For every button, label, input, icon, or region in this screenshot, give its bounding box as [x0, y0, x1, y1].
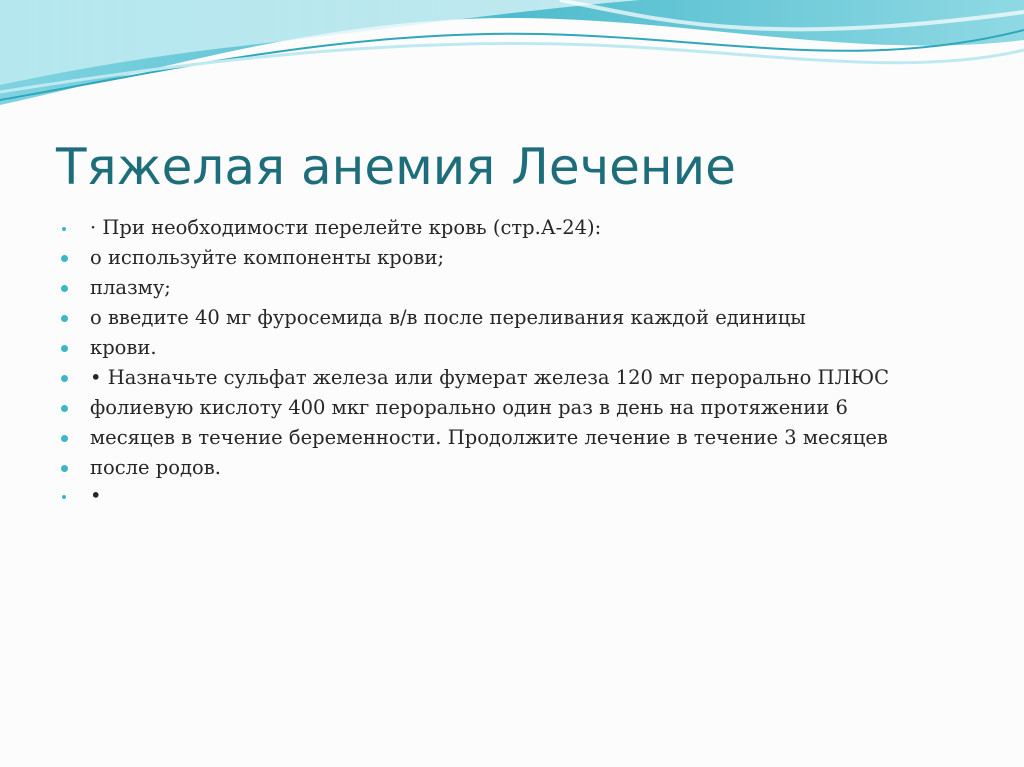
bullet-dot-icon	[62, 495, 66, 499]
bullet-list	[56, 216, 976, 514]
bullet-dot-icon	[61, 285, 68, 292]
bullet-dot-icon	[61, 435, 68, 442]
bullet-dot-icon	[61, 465, 68, 472]
list-item-text: • Назначьте сульфат железа или фумерат железа 120 мг перорально ПЛЮС	[90, 366, 890, 389]
list-item	[56, 336, 976, 360]
bullet-dot-icon	[61, 315, 68, 322]
list-item	[56, 484, 976, 508]
list-item-text: •	[90, 484, 102, 507]
bullet-dot-icon	[61, 405, 68, 412]
list-item	[56, 306, 976, 330]
bullet-dot-icon	[62, 227, 66, 231]
bullet-dot-icon	[61, 255, 68, 262]
list-item-text: о используйте компоненты крови;	[90, 246, 445, 269]
list-item-text: после родов.	[90, 456, 221, 479]
list-item-text: о введите 40 мг фуросемида в/в после переливания каждой единицы	[90, 306, 806, 329]
list-item-text: фолиевую кислоту 400 мкг перорально один раз в день на протяжении 6	[90, 396, 848, 419]
list-item	[56, 216, 976, 240]
bullet-dot-icon	[61, 375, 68, 382]
list-item	[56, 426, 910, 450]
bullet-dot-icon	[61, 345, 68, 352]
list-item-text: крови.	[90, 336, 157, 359]
list-item	[56, 366, 910, 390]
slide-title: Тяжелая анемия Лечение	[56, 138, 736, 196]
list-item-text: месяцев в течение беременности. Продолжите лечение в течение 3 месяцев	[90, 426, 888, 449]
header-wave-decoration	[0, 0, 1024, 120]
list-item	[56, 456, 976, 480]
list-item	[56, 396, 850, 420]
list-item	[56, 246, 976, 270]
list-item-text: · При необходимости перелейте кровь (стр.А-24):	[90, 216, 602, 239]
list-item	[56, 276, 976, 300]
list-item-text: плазму;	[90, 276, 171, 299]
